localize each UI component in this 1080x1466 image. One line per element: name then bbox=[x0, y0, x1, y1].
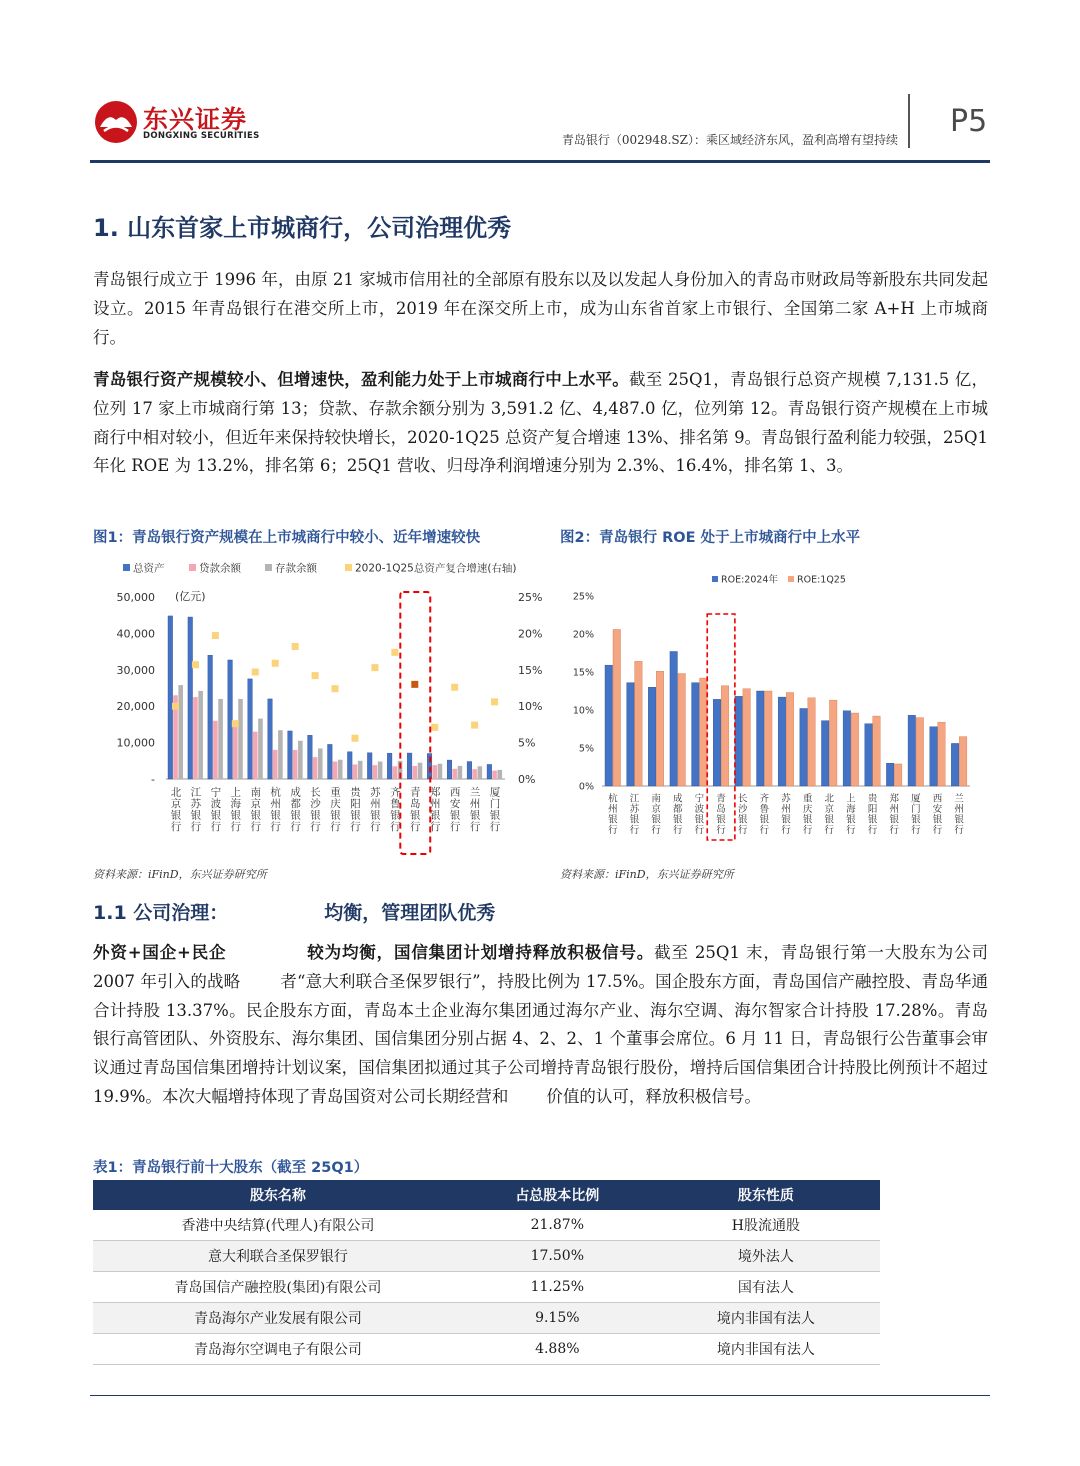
x-tick-label: 郑州银行 bbox=[889, 793, 899, 836]
bar-ROE:2024年 bbox=[605, 665, 613, 786]
report-title: 青岛银行（002948.SZ）：乘区域经济东风，盈利高增有望持续 bbox=[561, 133, 898, 147]
x-tick-label: 宁波银行 bbox=[210, 786, 222, 833]
bar-ROE:1Q25 bbox=[786, 693, 794, 786]
shareholder-name: 青岛海尔空调电子有限公司 bbox=[93, 1334, 463, 1365]
legend-swatch bbox=[265, 564, 272, 571]
bar-存款余额 bbox=[478, 766, 483, 779]
bar-存款余额 bbox=[298, 741, 303, 779]
bar-ROE:1Q25 bbox=[656, 671, 664, 786]
y2-tick-label: 20% bbox=[518, 627, 543, 641]
x-tick-label: 杭州银行 bbox=[608, 793, 618, 836]
governance-body-a: 截至 25Q1 末，青岛银行第一大股东为公司 2007 年引入的战略 bbox=[93, 943, 989, 991]
legend-label: ROE:2024年 bbox=[721, 574, 778, 586]
x-tick-label: 宁波银行 bbox=[694, 793, 705, 836]
growth-point bbox=[391, 649, 398, 656]
bar-ROE:2024年 bbox=[800, 708, 808, 786]
scale-paragraph bbox=[93, 366, 988, 481]
bar-ROE:2024年 bbox=[757, 691, 765, 786]
governance-lead-b: 较为均衡，国信集团计划增持释放积极信号。 bbox=[306, 943, 655, 962]
bar-ROE:2024年 bbox=[821, 721, 829, 786]
x-tick-label: 郑州银行 bbox=[429, 786, 441, 833]
growth-point bbox=[212, 632, 219, 639]
x-tick-label: 重庆银行 bbox=[802, 793, 813, 836]
y-tick-label: 50,000 bbox=[116, 591, 155, 604]
x-tick-label: 齐鲁银行 bbox=[759, 793, 770, 836]
figure1-source: 资料来源：iFinD，东兴证券研究所 bbox=[93, 868, 267, 881]
bar-ROE:2024年 bbox=[886, 763, 894, 786]
header-rule bbox=[90, 160, 990, 163]
y-tick-label: 0% bbox=[578, 781, 594, 793]
shareholder-name: 青岛国信产融控股(集团)有限公司 bbox=[93, 1272, 463, 1303]
y2-tick-label: 5% bbox=[518, 736, 536, 750]
logo-text: 东兴证券 bbox=[143, 105, 248, 134]
bar-贷款余额 bbox=[253, 732, 258, 779]
bar-总资产 bbox=[487, 764, 492, 779]
shareholder-type: 境内非国有法人 bbox=[652, 1303, 880, 1334]
bar-总资产 bbox=[228, 660, 233, 779]
bar-ROE:2024年 bbox=[648, 687, 656, 786]
bar-贷款余额 bbox=[193, 697, 198, 779]
table-row bbox=[93, 1241, 880, 1272]
bar-ROE:1Q25 bbox=[743, 689, 751, 786]
x-tick-label: 贵阳银行 bbox=[350, 786, 361, 833]
x-tick-label: 北京银行 bbox=[824, 793, 835, 836]
x-tick-label: 北京银行 bbox=[170, 786, 182, 833]
section-heading: 1. 山东首家上市城商行，公司治理优秀 bbox=[93, 214, 512, 242]
growth-point bbox=[491, 698, 498, 705]
bar-贷款余额 bbox=[432, 765, 437, 779]
y-tick-label: 25% bbox=[572, 591, 594, 603]
bar-贷款余额 bbox=[333, 762, 338, 779]
legend-swatch bbox=[345, 564, 352, 571]
intro-paragraph: 青岛银行成立于 1996 年，由原 21 家城市信用社的全部原有股东以及以发起人身份加入的青岛市财政局等新股东共同发起设立。2015 年青岛银行在港交所上市，2019 年在深交所上市，成为山东省首家上市银行、全国第二家 A+H 上市城商行。 bbox=[93, 270, 988, 347]
subsection-heading-a: 1.1 公司治理： bbox=[93, 902, 229, 924]
bar-ROE:1Q25 bbox=[700, 678, 708, 786]
bar-ROE:1Q25 bbox=[916, 718, 924, 786]
shareholder-ratio: 4.88% bbox=[463, 1334, 652, 1365]
bar-总资产 bbox=[407, 753, 412, 779]
bar-ROE:2024年 bbox=[627, 683, 635, 786]
y-tick-label: - bbox=[151, 773, 155, 786]
x-tick-label: 西安银行 bbox=[449, 786, 461, 833]
logo-subtitle: DONGXING SECURITIES bbox=[143, 131, 260, 141]
table-row bbox=[93, 1303, 880, 1334]
bar-存款余额 bbox=[358, 761, 363, 779]
table-row bbox=[93, 1210, 880, 1241]
growth-point bbox=[232, 720, 239, 727]
shareholder-type: 境外法人 bbox=[652, 1241, 880, 1272]
bar-ROE:2024年 bbox=[930, 727, 938, 786]
x-tick-label: 青岛银行 bbox=[410, 786, 421, 833]
x-tick-label: 厦门银行 bbox=[489, 786, 501, 833]
x-tick-label: 贵阳银行 bbox=[867, 793, 878, 836]
y-tick-label: 15% bbox=[572, 667, 594, 679]
growth-point bbox=[252, 668, 259, 675]
y2-tick-label: 10% bbox=[518, 700, 543, 714]
bar-贷款余额 bbox=[233, 725, 238, 779]
table-row bbox=[93, 1334, 880, 1365]
figure2-title: 图2：青岛银行 ROE 处于上市城商行中上水平 bbox=[560, 530, 861, 546]
x-tick-label: 兰州银行 bbox=[954, 793, 964, 836]
table-row bbox=[93, 1272, 880, 1303]
x-tick-label: 兰州银行 bbox=[469, 786, 481, 833]
shareholder-name: 青岛海尔产业发展有限公司 bbox=[93, 1303, 463, 1334]
bar-ROE:1Q25 bbox=[613, 629, 621, 786]
bar-贷款余额 bbox=[472, 769, 477, 779]
legend-label: 总资产 bbox=[133, 562, 165, 575]
bar-ROE:1Q25 bbox=[765, 691, 773, 786]
shareholders-table bbox=[93, 1180, 880, 1365]
x-tick-label: 苏州银行 bbox=[370, 786, 381, 833]
governance-body-b: 者“意大利联合圣保罗银行”，持股比例为 17.5%。国企股东方面，青岛国信产融控股、青岛华通合计持股 13.37%。民企股东方面，青岛本土企业海尔集团通过海尔产业、海尔空调、海尔智家合计持股 17.28%。青岛银行高管团队、外资股东、海尔集团、国信集团分别占据 4、2、2、1 个董事会席位。6 月 11 日，青岛银行公告董事会审议通过青岛国信集团增持计划议案，国信集团拟通过其子公司增持青岛银行股份，增持后国信集团合计持股比例预计不超过 19.9%。本次大幅增持体现了青岛国资对公司长期经营和 bbox=[93, 971, 988, 1106]
bar-ROE:2024年 bbox=[670, 651, 678, 786]
bar-总资产 bbox=[168, 616, 173, 779]
bar-ROE:1Q25 bbox=[808, 698, 816, 786]
bar-存款余额 bbox=[318, 748, 323, 779]
bar-ROE:1Q25 bbox=[959, 737, 967, 786]
bar-存款余额 bbox=[198, 691, 203, 779]
x-tick-label: 长沙银行 bbox=[737, 793, 748, 836]
y2-tick-label: 0% bbox=[518, 773, 536, 786]
subsection-heading bbox=[93, 898, 495, 925]
legend-label: 2020-1Q25总资产复合增速(右轴) bbox=[355, 562, 517, 575]
y-tick-label: 5% bbox=[578, 743, 594, 755]
assets-chart bbox=[93, 556, 548, 861]
bar-贷款余额 bbox=[213, 721, 218, 779]
roe-chart bbox=[570, 562, 975, 852]
y-tick-label: 20% bbox=[572, 629, 594, 641]
bar-ROE:2024年 bbox=[908, 715, 916, 786]
growth-point bbox=[431, 724, 438, 731]
bar-贷款余额 bbox=[492, 771, 497, 779]
bar-总资产 bbox=[288, 731, 293, 779]
bar-ROE:2024年 bbox=[692, 683, 700, 786]
shareholder-ratio: 11.25% bbox=[463, 1272, 652, 1303]
bar-ROE:1Q25 bbox=[938, 722, 946, 786]
shareholder-ratio: 21.87% bbox=[463, 1210, 652, 1241]
bar-贷款余额 bbox=[393, 766, 398, 779]
bar-存款余额 bbox=[458, 766, 463, 779]
y-tick-label: 40,000 bbox=[116, 627, 155, 641]
growth-point bbox=[451, 684, 458, 691]
x-tick-label: 厦门银行 bbox=[911, 793, 921, 836]
bar-贷款余额 bbox=[412, 766, 417, 779]
bar-总资产 bbox=[328, 744, 333, 779]
bar-ROE:2024年 bbox=[843, 711, 851, 786]
bar-ROE:2024年 bbox=[713, 699, 721, 786]
bar-存款余额 bbox=[378, 762, 383, 779]
x-tick-label: 南京银行 bbox=[250, 786, 261, 833]
x-tick-label: 杭州银行 bbox=[270, 786, 281, 833]
bar-存款余额 bbox=[218, 699, 223, 779]
subsection-heading-b: 均衡，管理团队优秀 bbox=[324, 902, 496, 924]
x-tick-label: 西安银行 bbox=[932, 793, 943, 836]
x-tick-label: 上海银行 bbox=[846, 793, 856, 836]
bar-ROE:2024年 bbox=[735, 696, 743, 786]
growth-point bbox=[172, 703, 179, 710]
growth-point bbox=[371, 664, 378, 671]
bar-贷款余额 bbox=[293, 750, 298, 779]
bar-总资产 bbox=[447, 760, 452, 779]
growth-point bbox=[272, 660, 279, 667]
bar-ROE:1Q25 bbox=[873, 716, 881, 786]
shareholder-type: 境内非国有法人 bbox=[652, 1334, 880, 1365]
bar-存款余额 bbox=[338, 760, 343, 779]
bar-贷款余额 bbox=[313, 757, 318, 779]
bar-存款余额 bbox=[438, 764, 443, 779]
shareholder-name: 意大利联合圣保罗银行 bbox=[93, 1241, 463, 1272]
bar-总资产 bbox=[347, 752, 352, 779]
bar-总资产 bbox=[188, 617, 193, 779]
table-header-ratio: 占总股本比例 bbox=[463, 1180, 652, 1210]
legend-label: ROE:1Q25 bbox=[797, 574, 846, 586]
bar-ROE:1Q25 bbox=[635, 661, 643, 786]
growth-point bbox=[332, 685, 339, 692]
y-tick-label: 30,000 bbox=[116, 663, 155, 677]
x-tick-label: 江苏银行 bbox=[190, 786, 202, 833]
bar-总资产 bbox=[367, 753, 372, 779]
bar-ROE:2024年 bbox=[951, 743, 959, 786]
legend-label: 存款余额 bbox=[275, 562, 317, 575]
governance-body-c: 价值的认可，释放积极信号。 bbox=[546, 1086, 761, 1106]
x-tick-label: 南京银行 bbox=[651, 793, 661, 836]
bar-ROE:1Q25 bbox=[721, 686, 729, 786]
legend-swatch bbox=[712, 576, 718, 582]
x-tick-label: 成都银行 bbox=[290, 786, 301, 833]
table-header-type: 股东性质 bbox=[652, 1180, 880, 1210]
bar-ROE:1Q25 bbox=[894, 764, 902, 786]
figure2-source: 资料来源：iFinD，东兴证券研究所 bbox=[560, 868, 734, 881]
scale-body: 截至 25Q1，青岛银行总资产规模 7,131.5 亿，位列 17 家上市城商行第 13；贷款、存款余额分别为 3,591.2 亿、4,487.0 亿，位列第 12。青岛银行资产规模在上市城商行中相对较小，但近年来保持较快增长，2020-1Q25 总资产复合增速 13%、排名第 9。青岛银行盈利能力较强，25Q1 年化 ROE 为 13.2%，排名第 6；25Q1 营收、归母净利润增速分别为 2.3%、16.4%，排名第 1、3。 bbox=[93, 370, 989, 476]
x-tick-label: 重庆银行 bbox=[330, 786, 341, 833]
legend-swatch bbox=[189, 564, 196, 571]
bar-ROE:2024年 bbox=[865, 724, 873, 786]
shareholder-type: 国有法人 bbox=[652, 1272, 880, 1303]
shareholder-ratio: 17.50% bbox=[463, 1241, 652, 1272]
bar-贷款余额 bbox=[373, 765, 378, 779]
y2-tick-label: 15% bbox=[518, 663, 543, 677]
bar-ROE:1Q25 bbox=[829, 700, 837, 786]
y-tick-label: 10,000 bbox=[116, 736, 155, 750]
bar-总资产 bbox=[248, 679, 253, 779]
governance-lead-a: 外资+国企+民企 bbox=[93, 943, 227, 962]
shareholder-name: 香港中央结算(代理人)有限公司 bbox=[93, 1210, 463, 1241]
growth-point bbox=[292, 643, 299, 650]
bar-总资产 bbox=[467, 762, 472, 779]
bar-贷款余额 bbox=[353, 764, 358, 779]
header-divider bbox=[908, 94, 910, 148]
x-tick-label: 长沙银行 bbox=[310, 786, 321, 833]
shareholder-ratio: 9.15% bbox=[463, 1303, 652, 1334]
bar-存款余额 bbox=[178, 685, 183, 779]
legend-swatch bbox=[123, 564, 130, 571]
y-tick-label: 10% bbox=[572, 705, 594, 717]
table-title: 表1：青岛银行前十大股东（截至 25Q1） bbox=[93, 1160, 369, 1176]
x-tick-label: 青岛银行 bbox=[716, 793, 726, 836]
x-tick-label: 成都银行 bbox=[673, 793, 683, 836]
shareholder-type: H股流通股 bbox=[652, 1210, 880, 1241]
figure1-title: 图1：青岛银行资产规模在上市城商行中较小、近年增速较快 bbox=[93, 530, 481, 546]
bar-ROE:2024年 bbox=[778, 697, 786, 786]
y2-tick-label: 25% bbox=[518, 591, 543, 604]
y-axis-unit: (亿元) bbox=[175, 590, 206, 603]
growth-point bbox=[411, 681, 418, 688]
bar-存款余额 bbox=[497, 770, 502, 779]
x-tick-label: 齐鲁银行 bbox=[390, 786, 401, 833]
bar-存款余额 bbox=[238, 699, 243, 779]
x-tick-label: 上海银行 bbox=[230, 786, 242, 833]
legend-label: 贷款余额 bbox=[199, 562, 241, 575]
growth-point bbox=[312, 672, 319, 679]
growth-point bbox=[192, 661, 199, 668]
growth-point bbox=[471, 722, 478, 729]
company-logo bbox=[94, 100, 138, 144]
x-tick-label: 江苏银行 bbox=[629, 793, 640, 836]
bar-贷款余额 bbox=[452, 769, 457, 779]
bar-贷款余额 bbox=[273, 750, 278, 779]
bar-总资产 bbox=[268, 699, 273, 779]
page-number: P5 bbox=[950, 104, 988, 139]
logo-mark-icon bbox=[94, 100, 138, 144]
bar-ROE:1Q25 bbox=[851, 713, 859, 786]
growth-point bbox=[351, 735, 358, 742]
bar-总资产 bbox=[308, 735, 313, 779]
table-header-name: 股东名称 bbox=[93, 1180, 463, 1210]
bar-ROE:1Q25 bbox=[678, 674, 686, 786]
bar-存款余额 bbox=[258, 719, 263, 779]
bar-总资产 bbox=[387, 753, 392, 779]
legend-swatch bbox=[788, 576, 794, 582]
bar-存款余额 bbox=[278, 730, 283, 779]
footer-rule bbox=[90, 1395, 990, 1396]
governance-paragraph bbox=[93, 939, 988, 1112]
y-tick-label: 20,000 bbox=[116, 700, 155, 714]
scale-lead: 青岛银行资产规模较小、但增速快，盈利能力处于上市城商行中上水平。 bbox=[93, 370, 630, 389]
bar-存款余额 bbox=[418, 763, 423, 779]
bar-总资产 bbox=[208, 655, 213, 779]
x-tick-label: 苏州银行 bbox=[781, 793, 791, 836]
